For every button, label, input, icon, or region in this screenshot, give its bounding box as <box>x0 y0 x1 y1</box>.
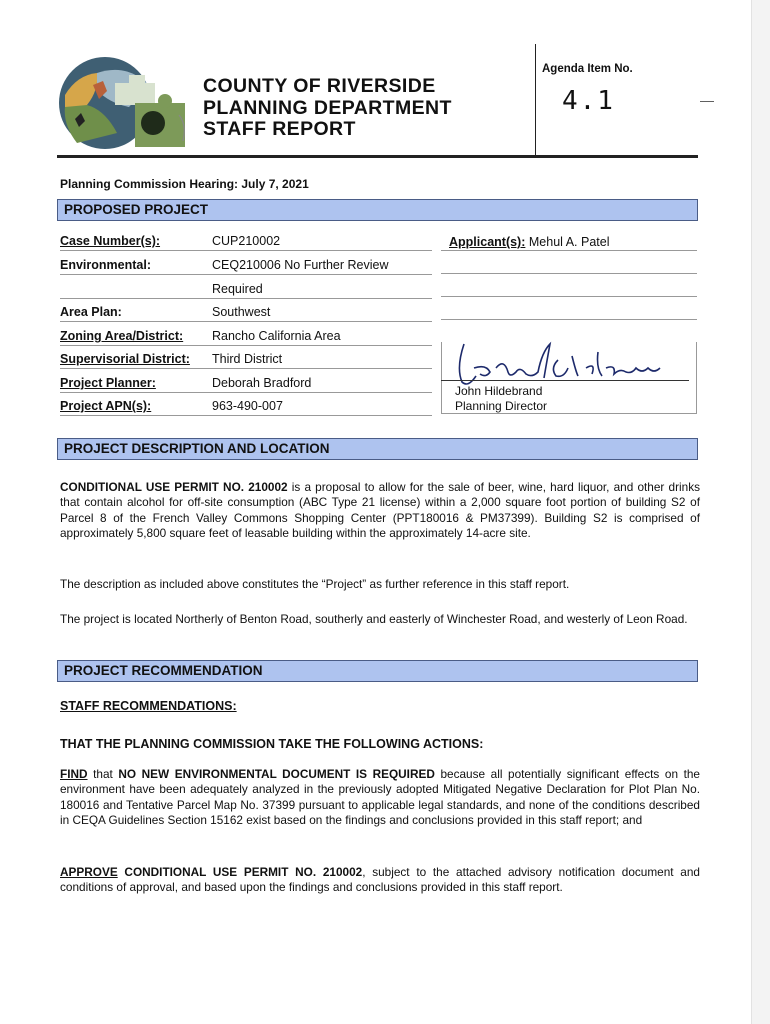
director-name: John Hildebrand <box>455 384 543 398</box>
director-title: Planning Director <box>455 399 548 413</box>
approve-bold: CONDITIONAL USE PERMIT NO. 210002 <box>117 865 363 879</box>
approve-verb: APPROVE <box>60 865 118 879</box>
signature-line <box>441 380 689 381</box>
supervisorial-label: Supervisorial District: <box>60 352 190 366</box>
applicant-line <box>441 319 697 320</box>
applicant-label: Applicant(s): <box>449 235 526 249</box>
row-line <box>60 274 432 275</box>
row-line <box>60 321 432 322</box>
applicant-line <box>441 250 697 251</box>
environmental-row-cont <box>60 282 430 302</box>
description-paragraph <box>60 480 700 542</box>
case-number-row <box>60 234 430 254</box>
hearing-date: Planning Commission Hearing: July 7, 2021 <box>60 177 309 191</box>
planner-label: Project Planner: <box>60 376 156 390</box>
area-plan-row <box>60 305 430 325</box>
title-line: COUNTY OF RIVERSIDE <box>203 75 436 97</box>
section-description: PROJECT DESCRIPTION AND LOCATION <box>57 438 698 460</box>
permit-number: CONDITIONAL USE PERMIT NO. 210002 <box>60 480 288 494</box>
zoning-label: Zoning Area/District: <box>60 329 184 343</box>
row-line <box>60 415 432 416</box>
applicant-line <box>441 296 697 297</box>
actions-heading: THAT THE PLANNING COMMISSION TAKE THE FOLLOWING ACTIONS: <box>60 737 484 751</box>
title-line: STAFF REPORT <box>203 118 356 140</box>
agenda-box <box>535 44 696 156</box>
area-plan-value: Southwest <box>212 305 271 319</box>
applicant <box>449 235 609 249</box>
supervisorial-value: Third District <box>212 352 283 366</box>
row-line <box>60 250 432 251</box>
environmental-value-cont: Required <box>212 282 263 296</box>
page-edge <box>751 0 770 1024</box>
section-recommendation: PROJECT RECOMMENDATION <box>57 660 698 682</box>
find-verb: FIND <box>60 767 88 781</box>
find-text: because all potentially significant effects on the environment have been adequately analyzed in the previously adopted Mitigated Negative Declaration for Plot Plan No. 180016 and Tentative Parcel Map No. 37399 pursuant to applicable legal standards, and none of the conditions described in CEQA Guidelines Section 15162 exist based on the findings and conclusions provided in this staff report; and <box>60 767 700 828</box>
county-logo <box>57 55 197 155</box>
staff-recommendations-heading: STAFF RECOMMENDATIONS: <box>60 699 237 713</box>
planner-value: Deborah Bradford <box>212 376 312 390</box>
planner-row <box>60 376 430 396</box>
applicant-line <box>441 273 697 274</box>
row-line <box>60 392 432 393</box>
approve-paragraph <box>60 865 700 896</box>
area-plan-label: Area Plan: <box>60 305 122 319</box>
row-line <box>60 368 432 369</box>
applicant-value: Mehul A. Patel <box>528 235 610 249</box>
zoning-value: Rancho California Area <box>212 329 341 343</box>
supervisorial-row <box>60 352 430 372</box>
apn-value: 963-490-007 <box>212 399 283 413</box>
environmental-row <box>60 258 430 278</box>
row-line <box>60 298 432 299</box>
director-block <box>455 384 547 414</box>
agenda-dash: — <box>700 92 714 108</box>
case-number-label: Case Number(s): <box>60 234 161 248</box>
agenda-label: Agenda Item No. <box>542 63 633 75</box>
zoning-row <box>60 329 430 349</box>
location-paragraph: The project is located Northerly of Benton Road, southerly and easterly of Winchester Road, and westerly of Leon Road. <box>60 612 688 626</box>
approve-text: , subject to the attached advisory notification document and conditions of approval, and based upon the findings and conclusions provided in this staff report. <box>60 865 700 895</box>
find-paragraph <box>60 767 700 829</box>
find-that: that <box>87 767 119 781</box>
apn-row <box>60 399 430 419</box>
find-bold: NO NEW ENVIRONMENTAL DOCUMENT IS REQUIRED <box>118 767 435 781</box>
case-number-value: CUP210002 <box>212 234 281 248</box>
row-line <box>60 345 432 346</box>
description-text: is a proposal to allow for the sale of beer, wine, hard liquor, and other drinks that contain alcohol for off-site consumption (ABC Type 21 license) within a 2,000 square foot portion of building S2 of Parcel 8 of the French Valley Commons Shopping Center (PPT180016 & PM37399). Building S2 is comprised of approximately 5,800 square feet of leasable building within the approximately 14-acre site. <box>60 480 700 541</box>
apn-label: Project APN(s): <box>60 399 152 413</box>
title-line: PLANNING DEPARTMENT <box>203 96 452 119</box>
environmental-value: CEQ210006 No Further Review <box>212 258 389 272</box>
section-proposed-project: PROPOSED PROJECT <box>57 199 698 221</box>
agenda-number: 4.1 <box>562 86 615 116</box>
description-note: The description as included above constitutes the “Project” as further reference in this staff report. <box>60 577 570 591</box>
header-divider <box>57 155 698 158</box>
environmental-label: Environmental: <box>60 258 151 272</box>
report-title <box>203 76 452 141</box>
